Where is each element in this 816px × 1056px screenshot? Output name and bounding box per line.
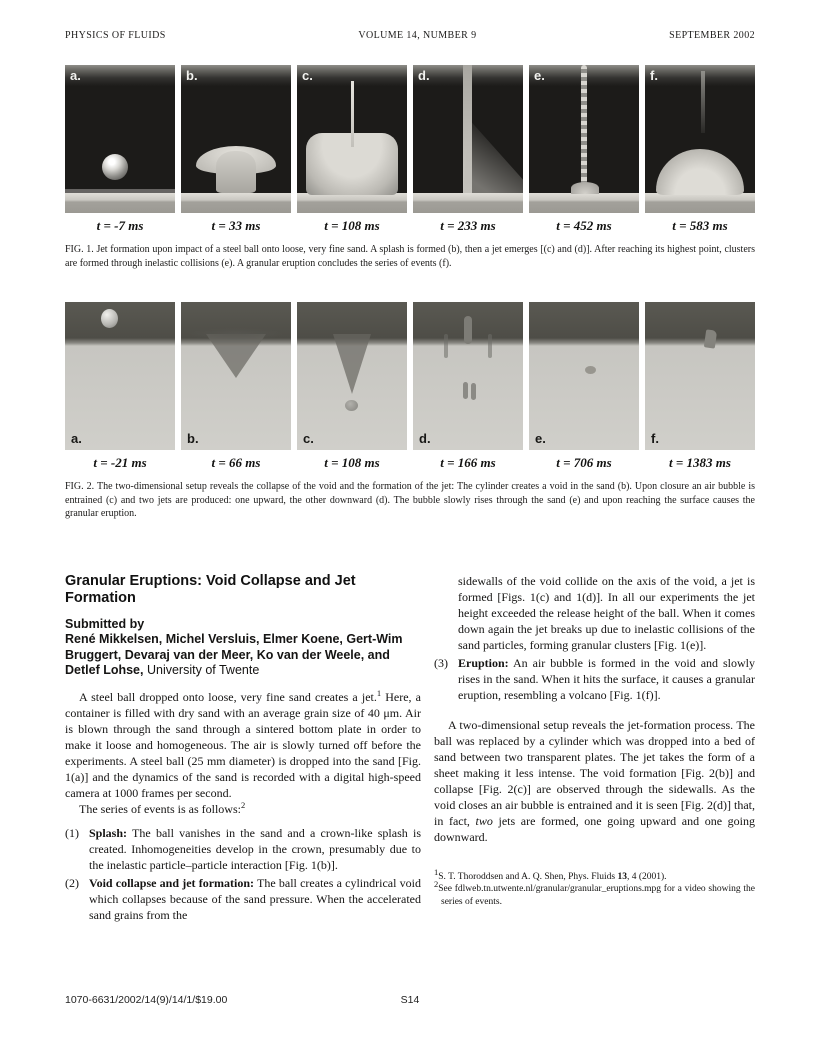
time-label: t = -21 ms — [93, 455, 147, 470]
figure2-panel-c — [297, 302, 407, 471]
list-text: An air bubble is formed in the void and slowly rises in the sand. When it hits the surface, it causes a granular eruption, resembling a volcano [Fig. 1(f)]. — [458, 655, 755, 702]
page-number: S14 — [400, 994, 420, 1006]
setup-text-a: A two-dimensional setup reveals the jet-formation process. The ball was replaced by a cylinder which was dropped into a bed of sand between two transparent plates. The jet takes the form of a sheet making it less intense. The void formation [Fig. 2(b)] and collapse [Fig. 2(c)] are observed through the sidewalls. As the void closes an air bubble is entrained and it is seen [Fig. 2(d)] that, in fact, — [434, 717, 755, 828]
emphasis-two: two — [475, 813, 493, 828]
figure2-photo-a — [65, 302, 175, 450]
footnotes — [434, 866, 755, 909]
figure2-panel-b — [181, 302, 291, 471]
panel-letter: d. — [418, 68, 430, 83]
figure2-panel-e — [529, 302, 639, 471]
panel-letter: c. — [302, 68, 313, 83]
right-column — [434, 573, 755, 923]
footnote-text: , 4 (2001). — [626, 871, 667, 882]
left-column — [65, 573, 421, 923]
figure1-photo-a — [65, 65, 175, 213]
footnote-volume: 13 — [617, 871, 627, 882]
paragraph-2d-setup — [434, 717, 755, 845]
figure2-panel-d — [413, 302, 523, 471]
list-text: sidewalls of the void collide on the axis of the void, a jet is formed [Figs. 1(c) and 1(d)]. In all our experiments the jet height exceeded the release height of the ball. When it comes down again the jet breaks up due to inelastic collisions of the sand particles, forming granular clusters [Fig. 1(e)]. — [458, 573, 755, 652]
footnote-ref-2: 2 — [240, 799, 246, 810]
time-label: t = 108 ms — [324, 218, 380, 233]
figure1-photo-d — [413, 65, 523, 213]
footnote-marker: 1 — [434, 866, 439, 877]
article-body — [65, 573, 755, 923]
figure1-panel-f — [645, 65, 755, 234]
figure1-photo-e — [529, 65, 639, 213]
volume-info: VOLUME 14, NUMBER 9 — [358, 30, 477, 41]
author-list — [65, 632, 421, 679]
paragraph-intro — [65, 689, 421, 801]
list-item-eruption — [434, 655, 755, 703]
panel-letter: e. — [534, 68, 545, 83]
journal-name: PHYSICS OF FLUIDS — [65, 30, 166, 41]
list-lead: Splash: — [89, 825, 128, 840]
paragraph-series — [65, 801, 421, 817]
panel-letter: d. — [419, 431, 431, 446]
list-number: (3) — [434, 655, 448, 670]
figure2-photo-b — [181, 302, 291, 450]
figure2-caption: FIG. 2. The two-dimensional setup reveals the collapse of the void and the formation of the jet: The cylinder creates a void in the sand (b). Upon closure an air bubble is entrained (c) and two jets are produced: one upward, the other downward (d). The bubble slowly rises through the sand (e) and upon reaching the surface causes the granular eruption. — [65, 481, 755, 519]
footnote-marker: 2 — [434, 878, 439, 889]
intro-text-a: A steel ball dropped onto loose, very fine sand creates a jet. — [79, 689, 377, 704]
author-names: René Mikkelsen, Michel Versluis, Elmer Koene, Gert-Wim Bruggert, Devaraj van der Meer, Ko van der Weele, and Detlef Lohse, — [65, 632, 403, 677]
copyright-code: 1070-6631/2002/14(9)/14/1/$19.00 — [65, 994, 228, 1006]
list-lead: Eruption: — [458, 655, 509, 670]
running-head — [65, 30, 755, 41]
article-title: Granular Eruptions: Void Collapse and Jet Formation — [65, 572, 356, 606]
list-text: The ball vanishes in the sand and a crown-like splash is created. Inhomogeneities develop in the crown, presumably due to the inelastic particle–particle interaction [Fig. 1(b)]. — [89, 825, 421, 872]
time-label: t = 166 ms — [440, 455, 496, 470]
issue-date: SEPTEMBER 2002 — [669, 30, 755, 41]
series-text: The series of events is as follows: — [79, 801, 241, 816]
figure1-panel-b — [181, 65, 291, 234]
figure2-panel-a — [65, 302, 175, 471]
footnote-text: See fdlweb.tn.utwente.nl/granular/granular_eruptions.mpg for a video showing the series of events. — [438, 884, 755, 907]
footnote-ref-1: 1 — [376, 687, 382, 698]
panel-letter: e. — [535, 431, 546, 446]
figure1-panel-c — [297, 65, 407, 234]
panel-letter: b. — [186, 68, 198, 83]
panel-letter: a. — [70, 68, 81, 83]
figure-2 — [65, 302, 755, 521]
figure-1 — [65, 65, 755, 270]
list-item-splash — [65, 825, 421, 873]
list-text: The ball creates a cylindrical void which collapses because of the sand pressure. When the accelerated sand grains from the — [89, 875, 421, 922]
affiliation: University of Twente — [143, 663, 260, 677]
time-label: t = -7 ms — [96, 218, 144, 233]
panel-letter: a. — [71, 431, 82, 446]
intro-text-b: Here, a container is filled with dry sand with an average grain size of 40 μm. Air is blown through the sand through a sintered bottom plate in order to make it loose and homogeneous. The air is slowly turned off before the experiments. A steel ball (25 mm diameter) is dropped into the sand [Fig. 1(a)] and the dynamics of the sand is recorded with a digital high-speed camera at 1000 frames per second. — [65, 689, 422, 800]
figure2-photo-e — [529, 302, 639, 450]
footnote-1 — [434, 866, 755, 884]
list-lead: Void collapse and jet formation: — [89, 875, 255, 890]
figure2-photo-f — [645, 302, 755, 450]
figure1-panel-d — [413, 65, 523, 234]
figure1-photo-c — [297, 65, 407, 213]
figure1-panel-a — [65, 65, 175, 234]
panel-letter: f. — [651, 431, 659, 446]
setup-text-b: jets are formed, one going upward and one going downward. — [434, 813, 755, 844]
figure1-photo-b — [181, 65, 291, 213]
time-label: t = 583 ms — [672, 218, 728, 233]
figure2-panel-row — [65, 302, 755, 471]
figure2-photo-d — [413, 302, 523, 450]
figure1-panel-row — [65, 65, 755, 234]
time-label: t = 233 ms — [440, 218, 496, 233]
time-label: t = 66 ms — [211, 455, 261, 470]
footnote-text: S. T. Thoroddsen and A. Q. Shen, Phys. Fluids — [438, 871, 618, 882]
figure2-panel-f — [645, 302, 755, 471]
time-label: t = 1383 ms — [669, 455, 731, 470]
list-number: (1) — [65, 825, 79, 840]
figure1-panel-e — [529, 65, 639, 234]
time-label: t = 108 ms — [324, 455, 380, 470]
list-number: (2) — [65, 875, 79, 890]
figure2-photo-c — [297, 302, 407, 450]
figure1-caption: FIG. 1. Jet formation upon impact of a steel ball onto loose, very fine sand. A splash is formed (b), then a jet emerges [(c) and (d)]. After reaching its highest point, clusters are formed through inelastic collisions (e). A granular eruption concludes the series of events (f). — [65, 244, 755, 269]
panel-letter: b. — [187, 431, 199, 446]
list-item-void-collapse — [65, 875, 421, 923]
figure1-photo-f — [645, 65, 755, 213]
panel-letter: f. — [650, 68, 658, 83]
footnote-2 — [434, 878, 755, 908]
time-label: t = 33 ms — [211, 218, 261, 233]
time-label: t = 706 ms — [556, 455, 612, 470]
list-item-void-collapse-continued — [434, 573, 755, 653]
submitted-by-label: Submitted by — [65, 616, 145, 631]
time-label: t = 452 ms — [556, 218, 612, 233]
panel-letter: c. — [303, 431, 314, 446]
